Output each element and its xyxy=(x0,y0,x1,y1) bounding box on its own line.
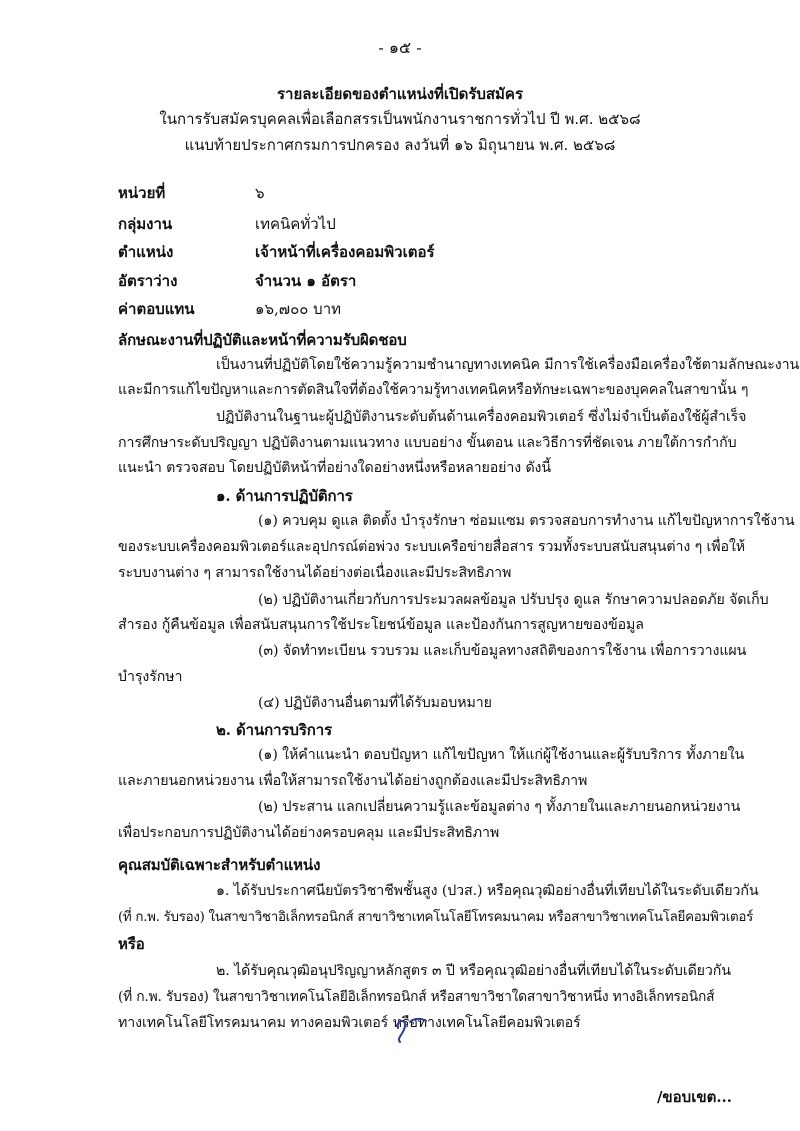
qualification-line: ๒. ได้รับคุณวุฒิอนุปริญญาหลักสูตร ๓ ปี หรือคุณวุฒิอย่างอื่นที่เทียบได้ในระดับเดียวกัน xyxy=(216,963,731,979)
qualification-or: หรือ xyxy=(118,935,145,953)
duties-intro-line: เป็นงานที่ปฏิบัติโดยใช้ความรู้ความชำนาญทางเทคนิค มีการใช้เครื่องมือเครื่องใช้ตามลักษณะงาน xyxy=(216,357,800,373)
duty-line: เพื่อประกอบการปฏิบัติงานได้อย่างครอบคลุม และมีประสิทธิภาพ xyxy=(118,825,500,841)
duty-line: (๒) ประสาน แลกเปลี่ยนความรู้และข้อมูลต่าง ๆ ทั้งภายในและภายนอกหน่วยงาน xyxy=(258,799,741,815)
duty-line: ของระบบเครื่องคอมพิวเตอร์และอุปกรณ์ต่อพ่วง ระบบเครือข่ายสื่อสาร รวมทั้งระบบสนับสนุนต่าง ๆ เพื่อให้ xyxy=(118,539,746,555)
info-row-group xyxy=(118,212,336,236)
section-services-title: ๒. ด้านการบริการ xyxy=(216,721,333,739)
qualification-line: ๑. ได้รับประกาศนียบัตรวิชาชีพชั้นสูง (ปวส.) หรือคุณวุฒิอย่างอื่นที่เทียบได้ในระดับเดียวกัน xyxy=(216,883,759,899)
info-value: ๑๖,๗๐๐ บาท xyxy=(255,300,342,318)
duty-line: สำรอง กู้คืนข้อมูล เพื่อสนับสนุนการใช้ประโยชน์ข้อมูล และป้องกันการสูญหายของข้อมูล xyxy=(118,617,644,633)
duty-line: (๒) ปฏิบัติงานเกี่ยวกับการประมวลผลข้อมูล ปรับปรุง ดูแล รักษาความปลอดภัย จัดเก็บ xyxy=(258,592,769,608)
info-value: เทคนิคทั่วไป xyxy=(255,215,336,233)
continued-marker: /ขอบเขต... xyxy=(656,1088,732,1106)
info-label: ตำแหน่ง xyxy=(118,243,174,261)
duty-line: บำรุงรักษา xyxy=(118,669,183,685)
qualifications-heading: คุณสมบัติเฉพาะสำหรับตำแหน่ง xyxy=(118,856,321,874)
info-label: หน่วยที่ xyxy=(118,184,166,202)
announcement-reference: แนบท้ายประกาศกรมการปกครอง ลงวันที่ ๑๖ มิถุนายน พ.ศ. ๒๕๖๘ xyxy=(184,136,616,154)
duties-heading: ลักษณะงานที่ปฏิบัติและหน้าที่ความรับผิดชอบ xyxy=(118,331,407,349)
document-subtitle: ในการรับสมัครบุคคลเพื่อเลือกสรรเป็นพนักงานราชการทั่วไป ปี พ.ศ. ๒๕๖๘ xyxy=(159,110,641,128)
page-number: - ๑๕ - xyxy=(378,38,422,57)
qualification-line: (ที่ ก.พ. รับรอง) ในสาขาวิชาอิเล็กทรอนิกส์ สาขาวิชาเทคโนโลยีโทรคมนาคม หรือสาขาวิชาเทคโนโลยีคอมพิวเตอร์ xyxy=(118,910,754,925)
info-row-position xyxy=(118,240,435,264)
info-row-salary xyxy=(118,297,341,321)
info-label: ค่าตอบแทน xyxy=(118,300,195,318)
initials-signature xyxy=(392,1012,432,1046)
qualification-line: (ที่ ก.พ. รับรอง) ในสาขาวิชาเทคโนโลยีอิเล็กทรอนิกส์ หรือสาขาวิชาใดสาขาวิชาหนึ่ง ทางอิเล็กทรอนิกส์ xyxy=(118,989,715,1005)
info-row-vacancy xyxy=(118,269,356,293)
duty-line: (๑) ให้คำแนะนำ ตอบปัญหา แก้ไขปัญหา ให้แก่ผู้ใช้งานและผู้รับบริการ ทั้งภายใน xyxy=(258,747,745,763)
duty-line: (๓) จัดทำทะเบียน รวบรวม และเก็บข้อมูลทางสถิติของการใช้งาน เพื่อการวางแผน xyxy=(258,643,747,659)
duty-line: (๔) ปฏิบัติงานอื่นตามที่ได้รับมอบหมาย xyxy=(258,695,492,711)
info-value: จำนวน ๑ อัตรา xyxy=(255,272,357,290)
duties-intro-line: ปฏิบัติงานในฐานะผู้ปฏิบัติงานระดับต้นด้านเครื่องคอมพิวเตอร์ ซึ่งไม่จำเป็นต้องใช้ผู้สำเร็จ xyxy=(216,409,747,425)
section-operations-title: ๑. ด้านการปฏิบัติการ xyxy=(216,487,353,505)
info-row-unit xyxy=(118,181,265,205)
qualification-line: ทางเทคโนโลยีโทรคมนาคม ทางคอมพิวเตอร์ หรือทางเทคโนโลยีคอมพิวเตอร์ xyxy=(118,1015,581,1031)
duty-line: และภายนอกหน่วยงาน เพื่อให้สามารถใช้งานได้อย่างถูกต้องและมีประสิทธิภาพ xyxy=(118,773,588,789)
duty-line: (๑) ควบคุม ดูแล ติดตั้ง บำรุงรักษา ซ่อมแซม ตรวจสอบการทำงาน แก้ไขปัญหาการใช้งาน xyxy=(258,513,795,529)
info-label: อัตราว่าง xyxy=(118,272,178,290)
duties-intro-line: และมีการแก้ไขปัญหาและการตัดสินใจที่ต้องใช้ความรู้ทางเทคนิคหรือทักษะเฉพาะของบุคคลในสาขานั้น ๆ xyxy=(118,382,749,398)
document-title: รายละเอียดของตำแหน่งที่เปิดรับสมัคร xyxy=(276,85,524,103)
info-value: เจ้าหน้าที่เครื่องคอมพิวเตอร์ xyxy=(255,243,435,261)
duties-intro-line: แนะนำ ตรวจสอบ โดยปฏิบัติหน้าที่อย่างใดอย่างหนึ่งหรือหลายอย่าง ดังนี้ xyxy=(118,460,551,476)
duty-line: ระบบงานต่าง ๆ สามารถใช้งานได้อย่างต่อเนื่องและมีประสิทธิภาพ xyxy=(118,565,512,581)
info-label: กลุ่มงาน xyxy=(118,215,173,233)
info-value: ๖ xyxy=(255,184,265,202)
duties-intro-line: การศึกษาระดับปริญญา ปฏิบัติงานตามแนวทาง แบบอย่าง ขั้นตอน และวิธีการที่ชัดเจน ภายใต้การกำกับ xyxy=(118,435,737,451)
